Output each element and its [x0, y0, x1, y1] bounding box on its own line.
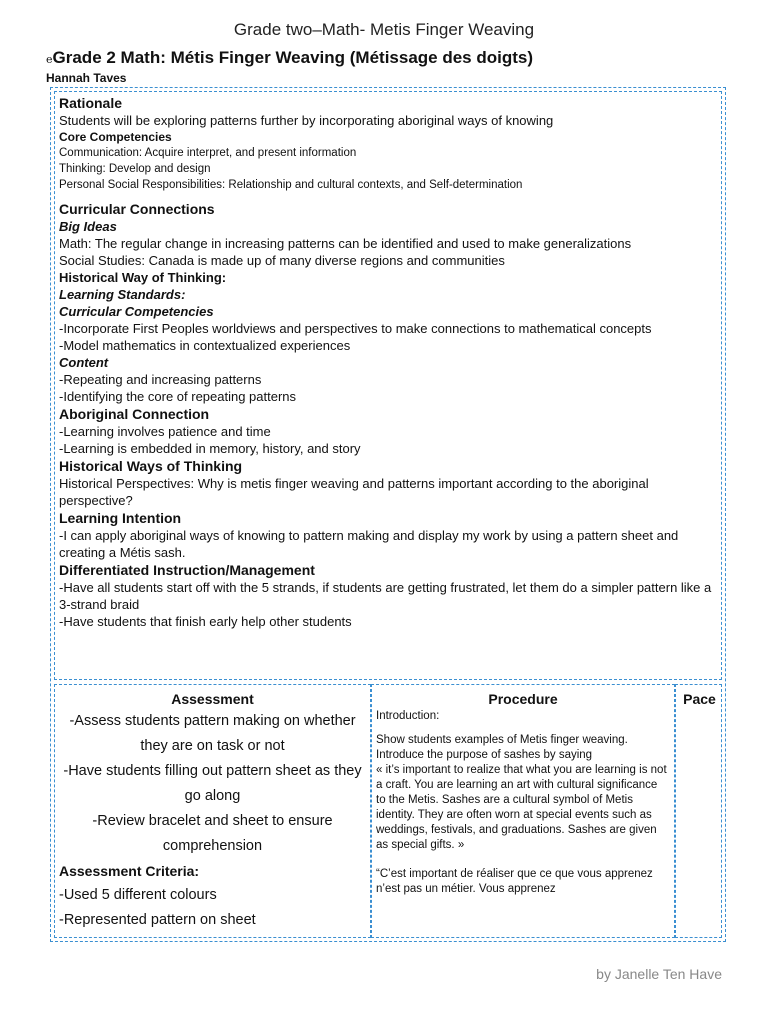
assessment-item: -Review bracelet and sheet to ensure comprehension [92, 813, 333, 854]
differentiated-instruction-heading: Differentiated Instruction/Management [59, 562, 315, 578]
lesson-title [46, 48, 533, 68]
learning-intention-text: -I can apply aboriginal ways of knowing to pattern making and display my work by using a pattern sheet and creating a Métis sash. [59, 528, 679, 560]
procedure-heading: Procedure [488, 691, 558, 707]
curricular-competencies-heading: Curricular Competencies [59, 304, 214, 319]
aboriginal-item: -Learning is embedded in memory, history, and story [59, 441, 361, 456]
core-competency-item: Communication: Acquire interpret, and present information [59, 147, 357, 159]
learning-intention-heading: Learning Intention [59, 510, 182, 526]
assessment-criteria-heading: Assessment Criteria: [59, 863, 200, 879]
core-competencies-heading: Core Competencies [59, 130, 172, 144]
rationale-heading: Rationale [59, 95, 123, 111]
introduction-label: Introduction: [376, 710, 440, 722]
assessment-criteria-item: -Used 5 different colours [59, 887, 217, 903]
historical-way-heading: Historical Way of Thinking: [59, 270, 227, 285]
assessment-heading: Assessment [171, 691, 254, 707]
document-title: Grade two–Math- Metis Finger Weaving [233, 20, 535, 39]
lesson-overview-section [54, 91, 722, 680]
content-item: -Repeating and increasing patterns [59, 372, 262, 387]
lesson-title-text: Grade 2 Math: Métis Finger Weaving (Métissage des doigts) [52, 48, 534, 67]
pace-heading: Pace [683, 691, 716, 707]
content-item: -Identifying the core of repeating patterns [59, 389, 297, 404]
differentiated-item: -Have all students start off with the 5 strands, if students are getting frustrated, let them do a simpler pattern like a 3-strand braid [59, 580, 712, 612]
procedure-body [376, 709, 670, 897]
quote-french: “C’est important de réaliser que ce que vous apprenez n’est pas un métier. Vous apprenez [376, 868, 653, 895]
learning-standards-heading: Learning Standards: [59, 287, 186, 302]
core-competency-item: Personal Social Responsibilities: Relationship and cultural contexts, and Self-determination [59, 179, 523, 191]
pace-cell [675, 684, 722, 938]
quote-english: « it’s important to realize that what you are learning is not a craft. You are learning an art with cultural significance to the Metis. Sashes are a cultural symbol of Metis identity. They are often worn at special events such as weddings, festivals, and graduations. Sashes are given as special gifts. » [376, 764, 667, 851]
big-idea-social-studies: Social Studies: Canada is made up of many diverse regions and communities [59, 253, 505, 268]
differentiated-item: -Have students that finish early help other students [59, 614, 352, 629]
title-prefix: e [46, 53, 53, 66]
aboriginal-connection-heading: Aboriginal Connection [59, 406, 210, 422]
big-ideas-heading: Big Ideas [59, 219, 117, 234]
rationale-text: Students will be exploring patterns further by incorporating aboriginal ways of knowing [59, 113, 554, 128]
historical-perspectives-text: Historical Perspectives: Why is metis finger weaving and patterns important according to the aboriginal perspective? [59, 476, 649, 508]
competency-item: -Incorporate First Peoples worldviews and perspectives to make connections to mathematical concepts [59, 321, 652, 336]
core-competency-item: Thinking: Develop and design [59, 163, 211, 175]
historical-ways-heading: Historical Ways of Thinking [59, 458, 243, 474]
content-heading: Content [59, 355, 109, 370]
assessment-item: -Assess students pattern making on whether they are on task or not [69, 713, 356, 754]
assessment-item: -Have students filling out pattern sheet as they go along [63, 763, 362, 804]
footer-credit: by Janelle Ten Have [596, 966, 722, 982]
assessment-cell [54, 684, 371, 938]
curricular-connections-heading: Curricular Connections [59, 201, 215, 217]
introduction-text: Show students examples of Metis finger weaving. Introduce the purpose of sashes by saying [376, 734, 628, 761]
author-name: Hannah Taves [46, 71, 127, 85]
procedure-cell [371, 684, 675, 938]
aboriginal-item: -Learning involves patience and time [59, 424, 271, 439]
assessment-criteria-item: -Represented pattern on sheet [59, 912, 256, 928]
big-idea-math: Math: The regular change in increasing patterns can be identified and used to make generalizations [59, 236, 632, 251]
competency-item: -Model mathematics in contextualized experiences [59, 338, 351, 353]
